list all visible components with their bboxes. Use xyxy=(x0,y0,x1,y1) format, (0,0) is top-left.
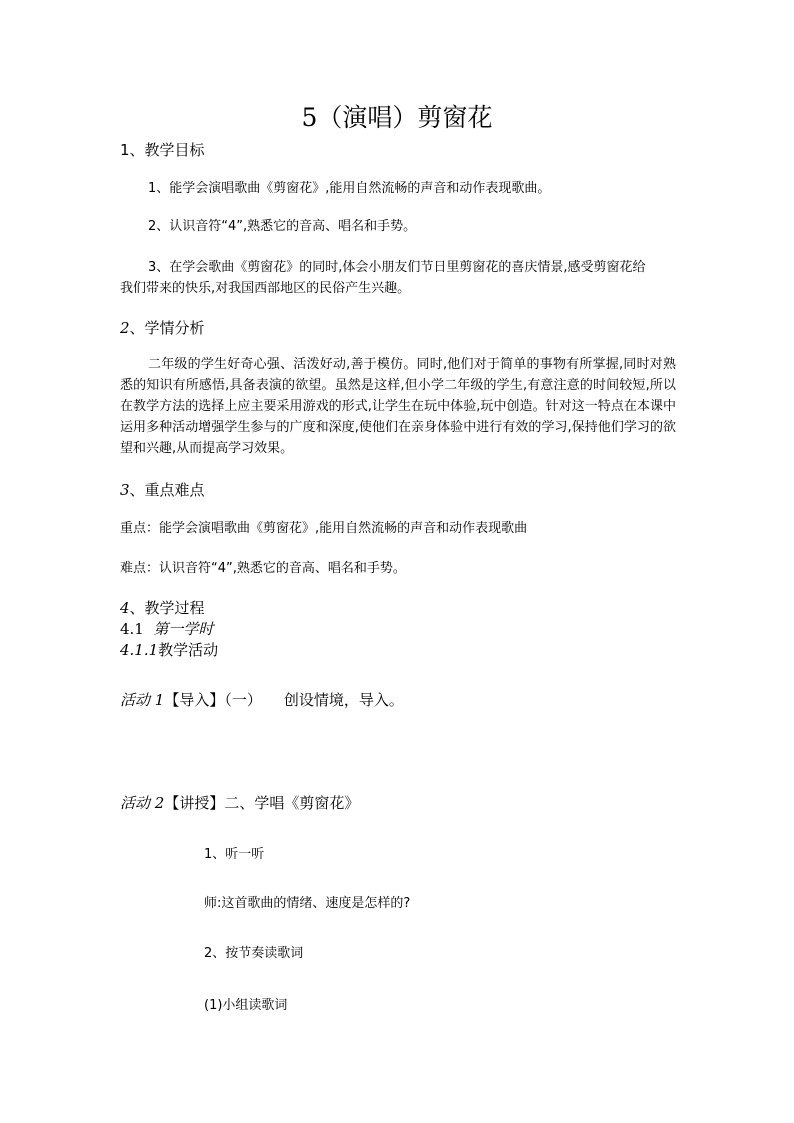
activity-number: 活动 1 xyxy=(120,691,165,709)
step-1: 1、听一听 xyxy=(204,847,265,862)
step-2: 2、按节奏读歌词 xyxy=(204,946,304,961)
section-heading-text: 、教学过程 xyxy=(129,599,205,617)
activity-2 xyxy=(120,793,359,813)
section-heading-analysis xyxy=(120,318,205,338)
section-heading-key-points xyxy=(120,480,205,500)
analysis-paragraph: 二年级的学生好奇心强、活泼好动,善于模仿。同时,他们对于简单的事物有所掌握,同时对熟悉的知识有所感悟,具备表演的欲望。虽然是这样,但小学二年级的学生,有意注意的时间较短,所以在教学方法的选择上应主要采用游戏的形式,让学生在玩中体验,玩中创造。针对这一特点在本课中运用多种活动增强学生参与的广度和深度,使他们在亲身体验中进行有效的学习,保持他们学习的欲望和兴趣,从而提高学习效果。 xyxy=(120,357,676,456)
section-number: 2 xyxy=(120,319,130,337)
step-2-substep-1: (1)小组读歌词 xyxy=(204,998,288,1013)
activity-tag: 【导入】（一） xyxy=(164,691,262,709)
page-title: 5（演唱）剪窗花 xyxy=(301,103,493,132)
section-heading-process xyxy=(120,598,205,618)
difficult-point: 难点：认识音符“4”,熟悉它的音高、唱名和手势。 xyxy=(120,561,406,576)
section-number: 4 xyxy=(120,599,130,617)
activity-number: 活动 2 xyxy=(120,794,165,812)
section-heading-text: 、学情分析 xyxy=(129,319,205,337)
step-1-question: 师:这首歌曲的情绪、速度是怎样的? xyxy=(204,896,411,911)
objective-item-3-line1: 3、在学会歌曲《剪窗花》的同时,体会小朋友们节日里剪窗花的喜庆情景,感受剪窗花给 xyxy=(148,260,646,275)
objective-item-1: 1、能学会演唱歌曲《剪窗花》,能用自然流畅的声音和动作表现歌曲。 xyxy=(148,181,551,196)
section-heading-objectives: 1、教学目标 xyxy=(120,141,205,159)
subsection-label: 教学活动 xyxy=(158,641,219,659)
subsection-heading-4-1-1 xyxy=(120,640,218,660)
subsection-number: 4.1 xyxy=(120,620,144,638)
subsection-heading-4-1 xyxy=(120,619,213,639)
section-heading-text: 、重点难点 xyxy=(129,481,205,499)
subsection-label: 第一学时 xyxy=(153,620,214,638)
section-number: 3 xyxy=(120,481,130,499)
activity-1 xyxy=(120,690,404,710)
activity-text: 【讲授】二、学唱《剪窗花》 xyxy=(164,794,360,812)
subsection-number: 4.1.1 xyxy=(120,641,159,659)
objective-item-3-line2: 我们带来的快乐,对我国西部地区的民俗产生兴趣。 xyxy=(120,281,411,296)
key-point: 重点：能学会演唱歌曲《剪窗花》,能用自然流畅的声音和动作表现歌曲 xyxy=(120,521,528,536)
objective-item-2: 2、认识音符“4”,熟悉它的音高、唱名和手势。 xyxy=(148,219,417,234)
activity-text: 创设情境，导入。 xyxy=(283,691,404,709)
